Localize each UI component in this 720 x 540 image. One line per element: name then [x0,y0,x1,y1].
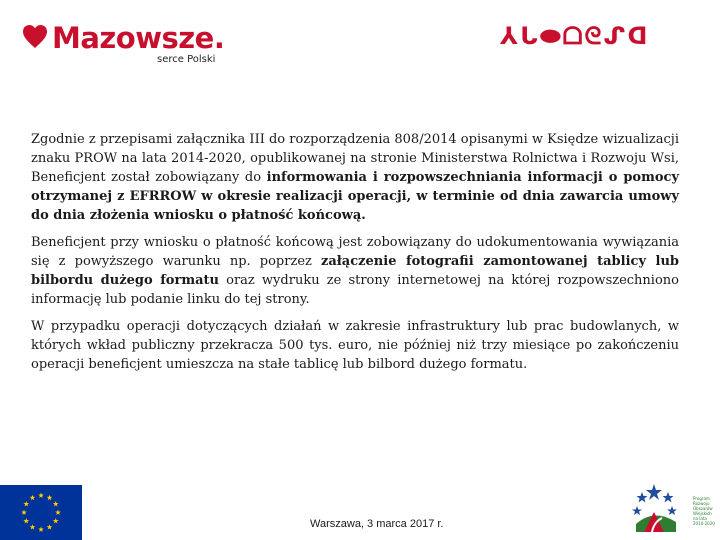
eu-flag-icon [0,485,82,540]
document-body [31,130,679,382]
brand-tagline: serce Polski [157,54,216,65]
prow-line: Rozwoju [693,501,710,506]
prow-line: Program [693,496,710,501]
paragraph-1-bold: informowania i rozpowszechniania informacji o pomocy otrzymanej z EFRROW w okresie realizacji operacji, w terminie od dnia zawarcia umowy do dnia złożenia wniosku o płatność końcową. [31,170,679,223]
paragraph-2 [31,233,679,309]
mazowsze-logo [22,16,242,66]
paragraph-2-bold: załączenie fotografii zamontowanej tablicy lub bilbordu dużego formatu [31,254,679,288]
paragraph-1 [31,130,679,225]
prow-emblem-icon [632,482,692,538]
footer-date: Warszawa, 3 marca 2017 r. [310,518,444,530]
prow-logo [632,482,720,538]
prow-line: Wiejskich [693,511,712,516]
decorative-glyphs: ⅄ᒐ⬬ᗝᘓᔑᗡ [500,22,650,50]
paragraph-2-text-b: oraz wydruku ze strony internetowej na której rozpowszechniono informację lub podanie linku do tej strony. [31,273,679,307]
prow-line: Obszarów [693,506,713,511]
paragraph-3: W przypadku operacji dotyczących działań w zakresie infrastruktury lub prac budowlanych, w których wkład publiczny przekracza 500 tys. euro, nie później niż trzy miesiące po zakończeniu operacji beneficjent umieszcza na stałe tablicę lub bilbord dużego formatu. [31,319,679,372]
paragraph-1-text: Zgodnie z przepisami załącznika III do rozporządzenia 808/2014 opisanymi w Księdze wizualizacji znaku PROW na lata 2014-2020, opublikowanej na stronie Ministerstwa Rolnictwa i Rozwoju Wsi, Beneficjent został zobowiązany do [31,132,679,185]
page-header [0,0,720,80]
prow-text [693,496,719,526]
page-footer [0,480,720,540]
heart-icon [22,24,48,50]
paragraph-2-text-a: Beneficjent przy wniosku o płatność końcową jest zobowiązany do udokumentowania wywiązania się z powyższego warunku np. poprzez [31,235,679,269]
prow-line: na lata 2014-2020 [693,516,715,526]
brand-wordmark: Mazowsze. [52,21,225,55]
